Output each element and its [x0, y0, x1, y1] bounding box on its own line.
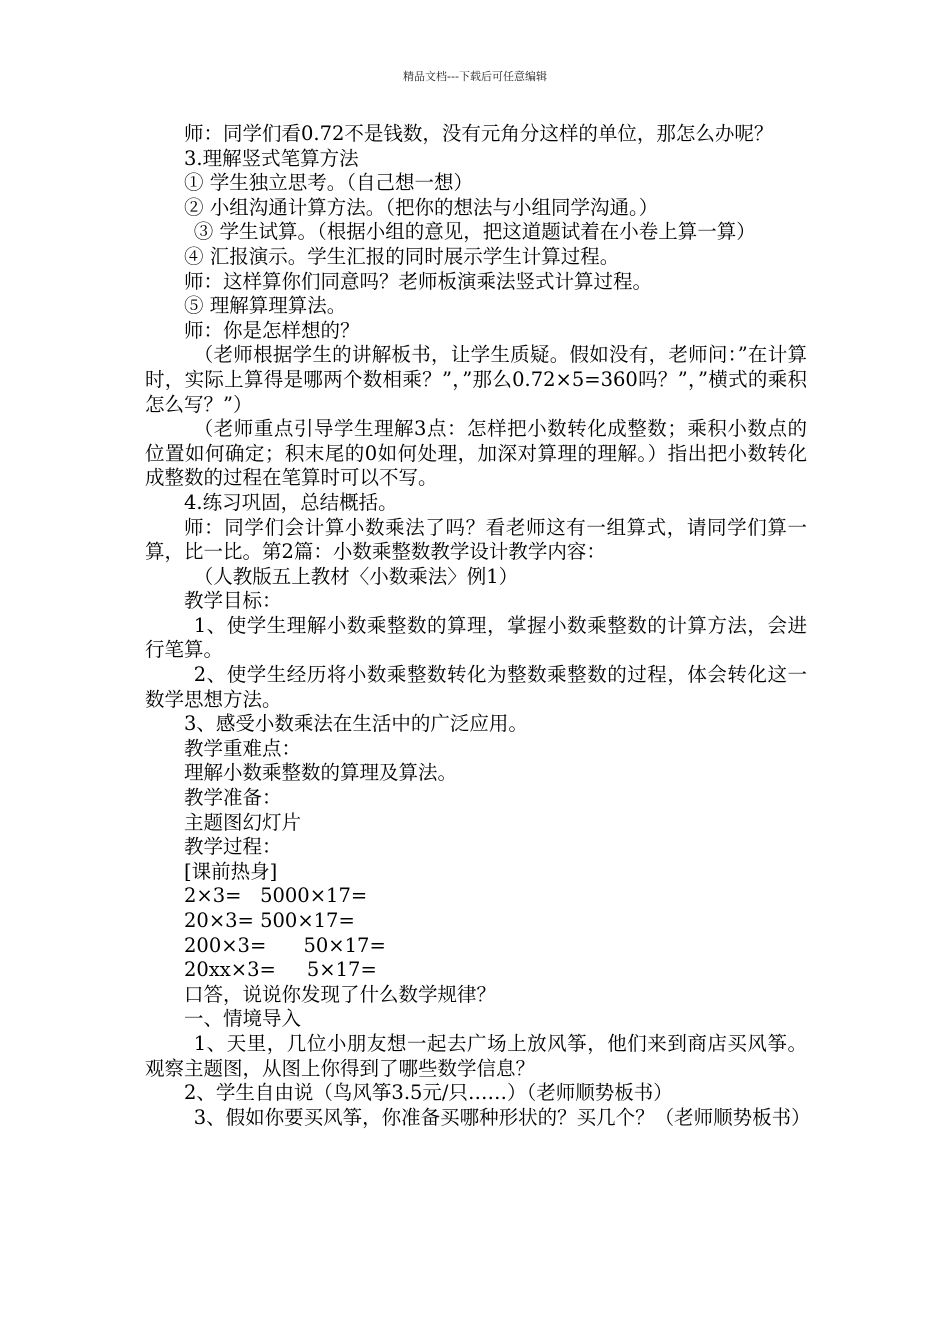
step-item: ① 学生独立思考。（自己想一想）: [184, 171, 473, 195]
paragraph: 师：同学们看0.72不是钱数，没有元角分这样的单位，那怎么办呢？: [184, 122, 774, 145]
paragraph: （老师根据学生的讲解板书，让学生质疑。假如没有，老师问：”在计算时，实际上算得是哪两个数相乘？”，”那么0.72×5=360吗？”，”横式的乘积怎么写？”）: [145, 343, 807, 416]
section-heading: 教学准备：: [184, 786, 282, 810]
paragraph: （人教版五上教材〈小数乘法〉例1）: [193, 564, 519, 588]
list-item: 2、使学生经历将小数乘整数转化为整数乘整数的过程，体会转化这一数学思想方法。: [145, 663, 807, 711]
step-item: ② 小组沟通计算方法。（把你的想法与小组同学沟通。）: [184, 195, 659, 219]
equation-row: 200×3= 50×17=: [184, 933, 386, 957]
step-item: ⑤ 理解算理算法。: [184, 294, 347, 318]
paragraph: 主题图幻灯片: [184, 810, 302, 834]
paragraph: 师：这样算你们同意吗？老师板演乘法竖式计算过程。: [184, 269, 653, 293]
section-heading: 3.理解竖式笔算方法: [184, 146, 359, 170]
paragraph: 师：你是怎样想的？: [184, 318, 360, 342]
page-header: 精品文档---下载后可任意编辑: [403, 70, 547, 83]
section-heading: 4.练习巩固，总结概括。: [184, 490, 398, 514]
step-item: ③ 学生试算。（根据小组的意见，把这道题试着在小卷上算一算）: [193, 220, 756, 244]
step-item: ④ 汇报演示。学生汇报的同时展示学生计算过程。: [184, 244, 620, 268]
equation-row: 20×3= 500×17=: [184, 909, 355, 932]
section-heading: 教学重难点：: [184, 736, 302, 760]
list-item: 3、假如你要买风筝，你准备买哪种形状的？买几个？（老师顺势板书）: [193, 1105, 811, 1129]
list-item: 1、天里，几位小朋友想一起去广场上放风筝，他们来到商店买风筝。观察主题图，从图上你得到了哪些数学信息？: [145, 1031, 807, 1080]
section-heading: 一、情境导入: [184, 1007, 302, 1031]
list-item: 1、使学生理解小数乘整数的算理，掌握小数乘整数的计算方法，会进行笔算。: [145, 613, 807, 662]
list-item: 3、感受小数乘法在生活中的广泛应用。: [184, 712, 528, 736]
paragraph: （老师重点引导学生理解3点：怎样把小数转化成整数；乘积小数点的位置如何确定；积末尾的0如何处理，加深对算理的理解。）指出把小数转化成整数的过程在笔算时可以不写。: [145, 417, 807, 490]
equation-row: 2×3= 5000×17=: [184, 884, 368, 908]
section-heading: 教学目标：: [184, 589, 282, 613]
equation-row: 20xx×3= 5×17=: [184, 958, 377, 982]
paragraph: 理解小数乘整数的算理及算法。: [184, 761, 458, 785]
paragraph: 口答，说说你发现了什么数学规律？: [184, 982, 497, 1006]
paragraph: 师：同学们会计算小数乘法了吗？看老师这有一组算式，请同学们算一算，比一比。第2篇：小数乘整数教学设计教学内容：: [145, 515, 807, 564]
list-item: 2、学生自由说（鸟风筝3.5元/只……）（老师顺势板书）: [184, 1081, 673, 1105]
section-heading: 教学过程：: [184, 835, 282, 859]
paragraph: [课前热身]: [184, 859, 278, 883]
document-body: [145, 122, 811, 1130]
